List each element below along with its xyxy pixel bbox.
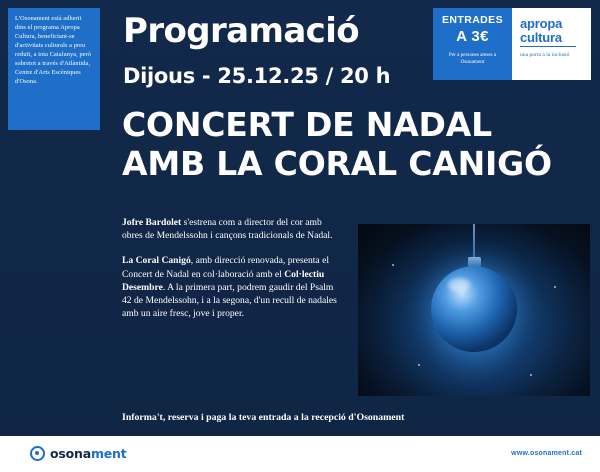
sparkle-icon (392, 264, 394, 266)
bauble-string-icon (473, 224, 475, 258)
sparkle-icon (554, 286, 556, 288)
info-box (8, 8, 100, 130)
logo-part-1: osona (50, 446, 91, 461)
event-description (122, 216, 344, 321)
page-title: Programació (123, 11, 360, 51)
christmas-bauble-image (358, 224, 590, 396)
badge-entrades-line1: ENTRADES (442, 14, 503, 26)
circle-logo-icon (30, 446, 45, 461)
description-paragraph-2 (122, 254, 344, 320)
website-url[interactable]: www.osonament.cat (511, 450, 582, 457)
badge-entrades (433, 8, 512, 80)
osonament-logo (30, 446, 127, 461)
description-paragraph-2-text-1: , amb direcció renovada, presenta el Concert de Nadal en col·laboració amb el (122, 255, 330, 280)
description-paragraph-2-text-2: . A la primera part, podrem gaudir del Psalm 42 de Mendelssohn, i a la segona, d'un recull de nadales amb un aire fresc, jove i proper. (122, 281, 337, 320)
footer-bar (0, 436, 600, 472)
logo-wordmark (50, 446, 127, 461)
description-paragraph-1-rest: s'estrena com a director del cor amb obres de Mendelssohn i cançons tradicionals de Nadal. (122, 217, 333, 242)
apropa-line1: apropa (520, 16, 563, 31)
badge-apropa-cultura (512, 8, 591, 80)
event-title-line2: AMB LA CORAL CANIGÓ (122, 143, 552, 183)
apropa-tagline: una porta a la inclusió (520, 52, 570, 59)
badge-entrades-sub: Per a persones ateses a Osonament (448, 51, 497, 66)
apropa-line2: cultura (520, 31, 576, 48)
event-title-line1: CONCERT DE NADAL (122, 105, 492, 144)
badge-entrades-line2: A 3€ (456, 27, 489, 45)
badge-group (433, 8, 591, 80)
logo-part-2: ment (90, 446, 127, 461)
ticket-info-line: Informa't, reserva i paga la teva entrada a la recepció d'Osonament (122, 412, 405, 423)
sparkle-icon (418, 364, 420, 366)
choir-name: La Coral Canigó (122, 255, 191, 267)
sparkle-icon (530, 374, 532, 376)
collective-name: Col·lectiu Desembre (122, 268, 325, 293)
info-box-text: L'Osonament està adherit dins el programa Apropa Cultura, beneficiant-se d'activitats culturals a preu reduït, a tota Catalunya, però sobretot a través d'Atlàntida, Centre d'Arts Escèniques d'Osona. (15, 15, 92, 85)
description-paragraph-1 (122, 216, 344, 242)
director-name: Jofre Bardolet (122, 217, 182, 228)
event-date: Dijous - 25.12.25 / 20 h (123, 64, 391, 88)
bauble-ball-icon (431, 266, 517, 352)
event-title (122, 106, 592, 184)
